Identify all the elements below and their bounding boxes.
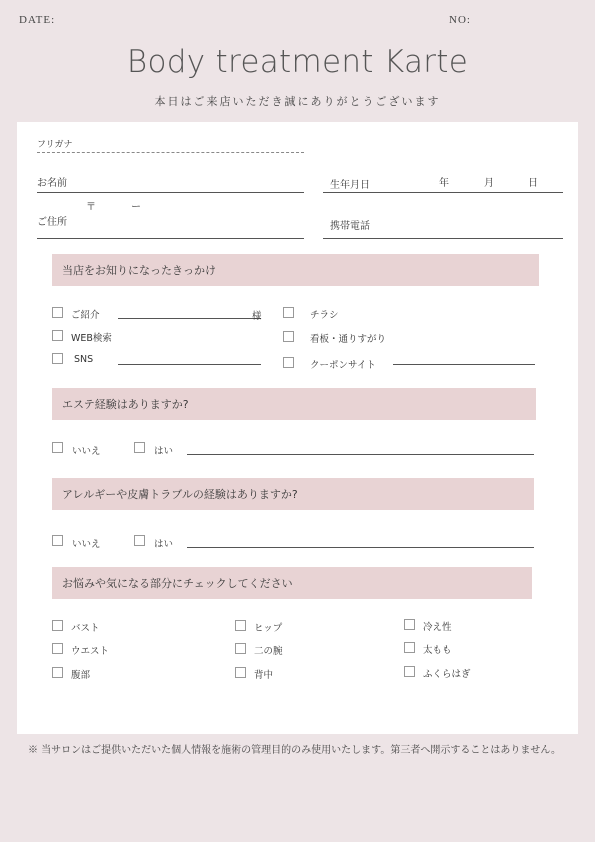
option-upper-arm-label: 二の腕 (254, 646, 283, 657)
address-label: ご住所 (37, 217, 67, 228)
option-sns-label: SNS (74, 354, 94, 365)
page-title: Body treatment Karte (126, 44, 469, 80)
checkbox-hip[interactable] (235, 620, 246, 631)
option-signboard-label: 看板・通りすがり (310, 334, 387, 345)
section-allergy-header (52, 478, 534, 510)
number-label: NO: (449, 14, 471, 26)
checkbox-allergy-no[interactable] (52, 535, 63, 546)
day-label: 日 (528, 178, 538, 189)
postal-mark: 〒 (86, 202, 96, 213)
phone-field[interactable] (323, 238, 563, 239)
section-concerns-header (52, 567, 532, 599)
option-calf-label: ふくらはぎ (423, 669, 471, 680)
checkbox-bust[interactable] (52, 620, 63, 631)
postal-dash: ー (131, 202, 141, 213)
section-allergy-title: アレルギーや皮膚トラブルの経験はありますか? (62, 488, 298, 501)
option-thigh-label: 太もも (423, 645, 452, 656)
allergy-no-label: いいえ (72, 539, 101, 550)
checkbox-thigh[interactable] (404, 642, 415, 653)
birthday-label: 生年月日 (330, 180, 370, 191)
section-referral-header (52, 254, 539, 286)
checkbox-signboard[interactable] (283, 331, 294, 342)
month-label: 月 (484, 178, 494, 189)
referral-name-field[interactable] (118, 318, 261, 319)
checkbox-coupon[interactable] (283, 357, 294, 368)
section-referral-title: 当店をお知りになったきっかけ (62, 264, 216, 277)
section-concerns-title: お悩みや気になる部分にチェックしてください (62, 577, 293, 590)
option-web-label: WEB検索 (71, 333, 112, 344)
birthday-field[interactable] (323, 192, 563, 193)
option-waist-label: ウエスト (71, 646, 110, 657)
allergy-detail-field[interactable] (187, 547, 534, 548)
furigana-label: フリガナ (37, 140, 73, 150)
esthetic-detail-field[interactable] (187, 454, 534, 455)
option-referral-sama: 様 (252, 311, 262, 322)
checkbox-esthetic-no[interactable] (52, 442, 63, 453)
checkbox-referral[interactable] (52, 307, 63, 318)
section-esthetic-header (52, 388, 536, 420)
sns-detail-field[interactable] (118, 364, 261, 365)
name-field[interactable] (37, 192, 304, 193)
furigana-field[interactable] (37, 152, 304, 153)
option-coupon-label: クーポンサイト (310, 360, 376, 371)
checkbox-allergy-yes[interactable] (134, 535, 145, 546)
year-label: 年 (439, 178, 449, 189)
checkbox-back[interactable] (235, 667, 246, 678)
checkbox-upper-arm[interactable] (235, 643, 246, 654)
checkbox-abdomen[interactable] (52, 667, 63, 678)
section-esthetic-title: エステ経験はありますか? (62, 398, 189, 411)
esthetic-no-label: いいえ (72, 446, 101, 457)
option-cold-label: 冷え性 (423, 622, 452, 633)
date-label: DATE: (19, 14, 56, 26)
coupon-detail-field[interactable] (393, 364, 535, 365)
phone-label: 携帯電話 (330, 221, 370, 232)
allergy-yes-label: はい (154, 539, 174, 550)
checkbox-cold[interactable] (404, 619, 415, 630)
checkbox-web[interactable] (52, 330, 63, 341)
option-bust-label: バスト (71, 623, 100, 634)
name-label: お名前 (37, 178, 67, 189)
checkbox-waist[interactable] (52, 643, 63, 654)
address-field[interactable] (37, 238, 304, 239)
checkbox-flyer[interactable] (283, 307, 294, 318)
option-abdomen-label: 腹部 (71, 670, 91, 681)
option-hip-label: ヒップ (254, 623, 283, 634)
checkbox-esthetic-yes[interactable] (134, 442, 145, 453)
checkbox-calf[interactable] (404, 666, 415, 677)
page-subtitle: 本日はご来店いただき誠にありがとうございます (154, 95, 441, 108)
option-back-label: 背中 (254, 670, 274, 681)
privacy-notice: ※ 当サロンはご提供いただいた個人情報を施術の管理目的のみ使用いたします。第三者へ開示することはありません。 (28, 745, 561, 756)
option-referral-label: ご紹介 (71, 310, 100, 321)
checkbox-sns[interactable] (52, 353, 63, 364)
option-flyer-label: チラシ (310, 310, 339, 321)
esthetic-yes-label: はい (154, 446, 174, 457)
